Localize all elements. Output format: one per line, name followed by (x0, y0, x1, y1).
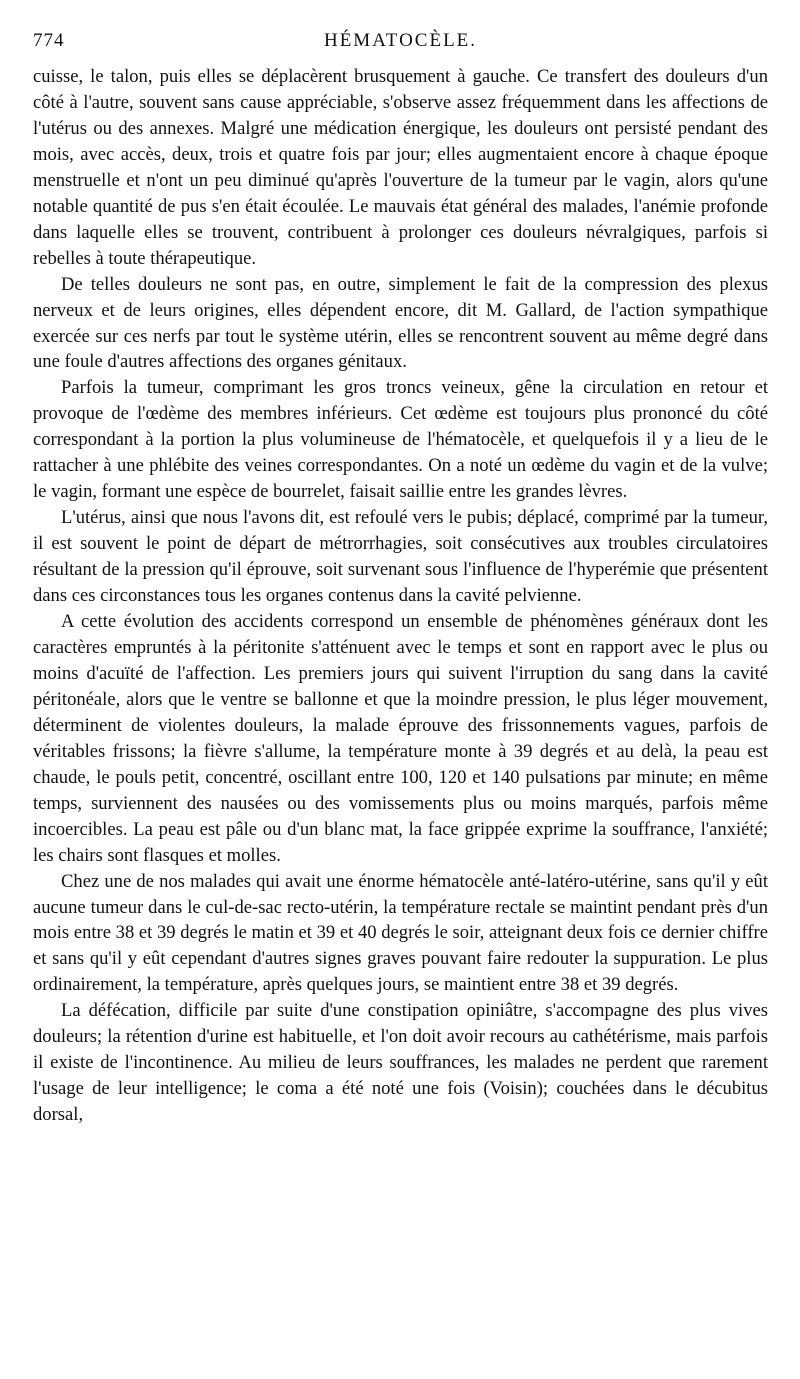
paragraph: Chez une de nos malades qui avait une énorme hématocèle anté-latéro-utérine, sans qu'il y eût aucune tumeur dans le cul-de-sac recto-utérin, la température rectale se maintint pendant près d'un mois entre 38 et 39 degrés le matin et 39 et 40 degrés le soir, atteignant deux fois ce dernier chiffre et sans qu'il y eût cependant d'autres signes graves pouvant faire redouter la suppuration. Le plus ordinairement, la température, après quelques jours, se maintient entre 38 et 39 degrés. (33, 870, 768, 996)
paragraph: A cette évolution des accidents correspond un ensemble de phénomènes généraux dont les caractères empruntés à la péritonite s'atténuent avec le temps et sont en rapport avec le plus ou moins d'acuïté de l'affection. Les premiers jours qui suivent l'irruption du sang dans la cavité péritonéale, alors que le ventre se ballonne et que la moindre pression, le plus léger mouvement, déterminent de violentes douleurs, la malade éprouve des frissonnements vagues, parfois de véritables frissons; la fièvre s'allume, la température monte à 39 degrés et au delà, la peau est chaude, le pouls petit, concentré, oscillant entre 100, 120 et 140 pulsations par minute; en même temps, surviennent des nausées ou des vomissements plus ou moins marqués, parfois même incoercibles. La peau est pâle ou d'un blanc mat, la face grippée exprime la souffrance, l'anxiété; les chairs sont flasques et molles. (33, 611, 768, 866)
running-head (33, 28, 768, 64)
page-number: 774 (33, 30, 65, 51)
paragraph: De telles douleurs ne sont pas, en outre, simplement le fait de la compression des plexus nerveux et de leurs origines, elles dépendent encore, dit M. Gallard, de l'action sympathique exercée sur ces nerfs par tout le système utérin, elles se rencontrent souvent au même degré dans une foule d'autres affections des organes génitaux. (33, 273, 768, 373)
book-page (33, 28, 768, 1368)
running-title: HÉMATOCÈLE. (323, 30, 478, 51)
paragraph: L'utérus, ainsi que nous l'avons dit, est refoulé vers le pubis; déplacé, comprimé par la tumeur, il est souvent le point de départ de métrorrhagies, soit consécutives aux troubles circulatoires résultant de la pression qu'il éprouve, soit survenant sous l'influence de l'hyperémie que présentent dans ces circonstances tous les organes contenus dans la cavité pelvienne. (33, 507, 768, 607)
body-text (33, 64, 768, 1128)
paragraph: La défécation, difficile par suite d'une constipation opiniâtre, s'accompagne des plus vives douleurs; la rétention d'urine est habituelle, et l'on doit avoir recours au cathétérisme, mais parfois il existe de l'incontinence. Au milieu de leurs souffrances, les malades ne perdent que rarement l'usage de leur intelligence; le coma a été noté une fois (Voisin); couchées dans le décubitus dorsal, (33, 1000, 768, 1126)
paragraph-continued: cuisse, le talon, puis elles se déplacèrent brusquement à gauche. Ce transfert des douleurs d'un côté à l'autre, souvent sans cause appréciable, s'observe assez fréquemment dans les affections de l'utérus ou des annexes. Malgré une médication énergique, les douleurs ont persisté pendant des mois, avec accès, deux, trois et quatre fois par jour; elles augmentaient encore à chaque époque menstruelle et n'ont un peu diminué qu'après l'ouverture de la tumeur par le vagin, alors qu'une notable quantité de pus s'en était écoulée. Le mauvais état général des malades, l'anémie profonde dans laquelle elles se trouvent, contribuent à prolonger ces douleurs névralgiques, parfois si rebelles à toute thérapeutique. (33, 66, 768, 269)
paragraph: Parfois la tumeur, comprimant les gros troncs veineux, gêne la circulation en retour et provoque de l'œdème des membres inférieurs. Cet œdème est toujours plus prononcé du côté correspondant à la portion la plus volumineuse de l'hématocèle, et quelquefois il y a lieu de le rattacher à une phlébite des veines correspondantes. On a noté un œdème du vagin et de la vulve; le vagin, formant une espèce de bourrelet, faisait saillie entre les grandes lèvres. (33, 377, 768, 503)
